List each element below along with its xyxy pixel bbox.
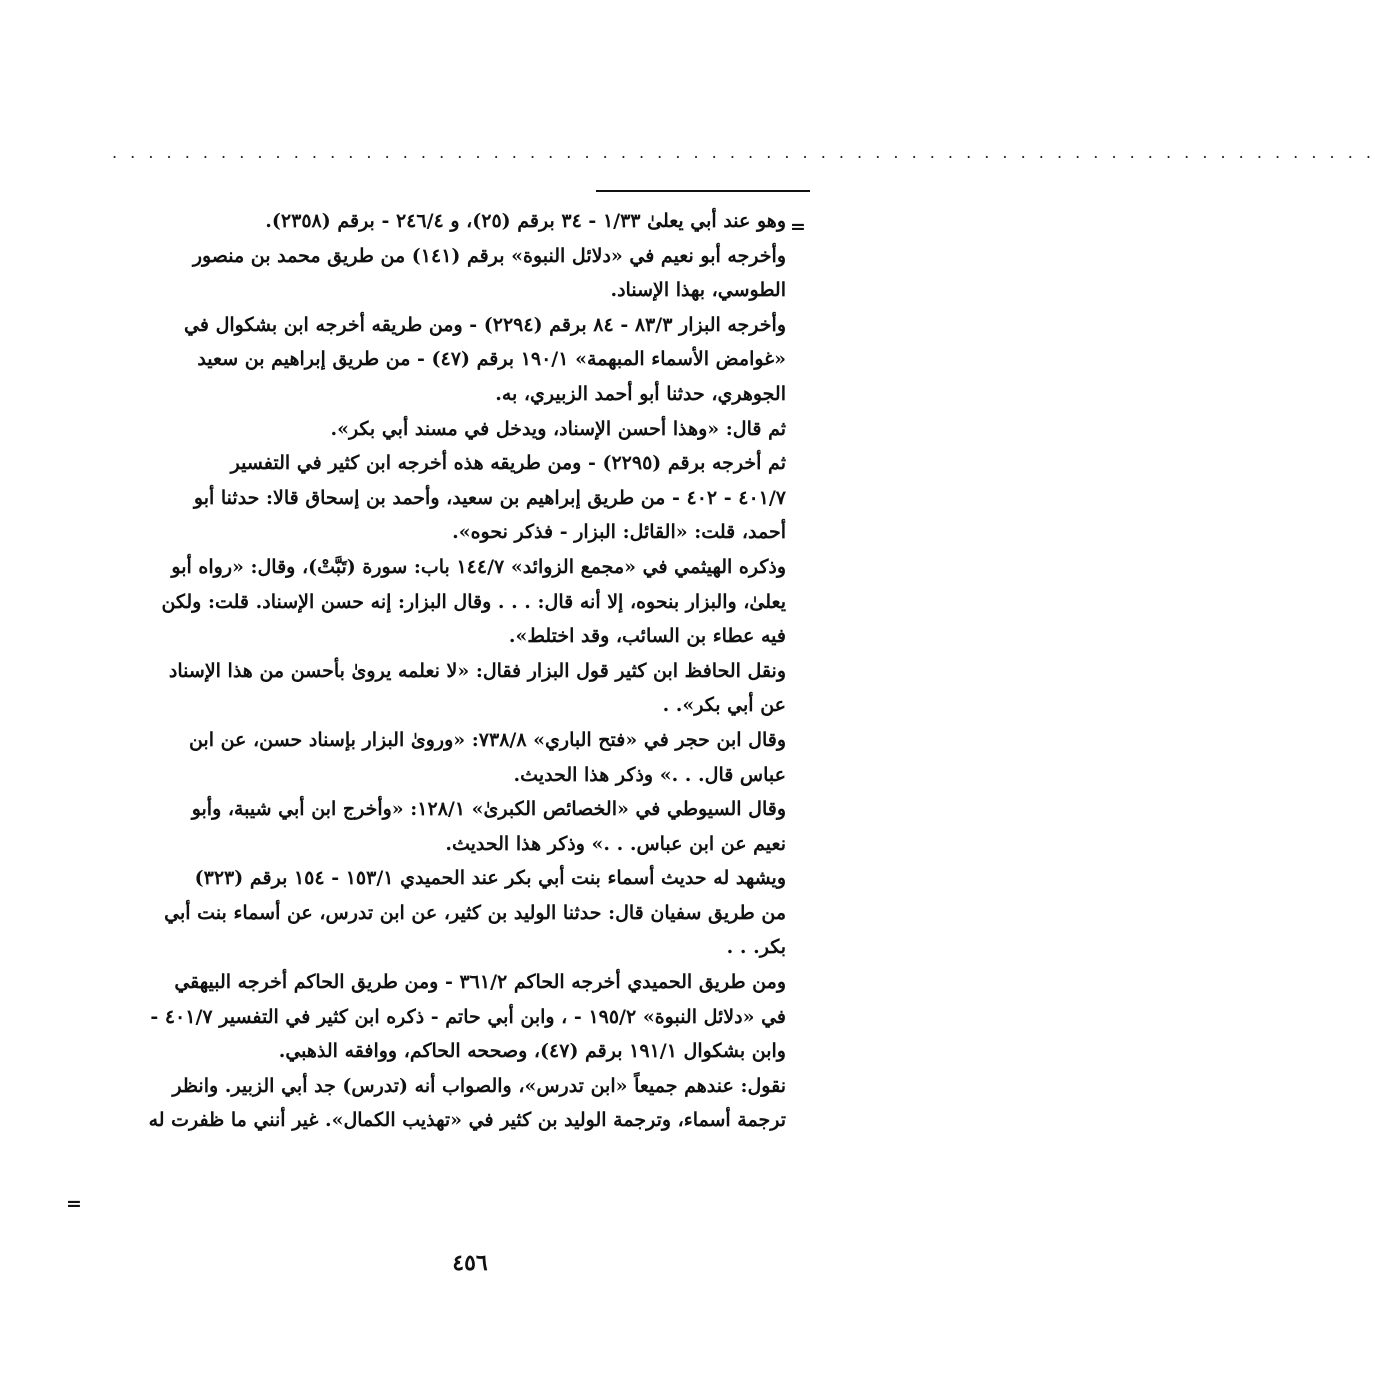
page-number: ٤٥٦: [452, 1250, 488, 1276]
text-line: وقال السيوطي في «الخصائص الكبرىٰ» ١٢٨/١: «وأخرج ابن أبي شيبة، وأبو: [191, 798, 786, 821]
text-line: يعلىٰ، والبزار بنحوه، إلا أنه قال: . . . وقال البزار: إنه حسن الإسناد. قلت: ولكن: [161, 590, 786, 613]
text-line: ومن طريق الحميدي أخرجه الحاكم ٣٦١/٢ - ومن طريق الحاكم أخرجه البيهقي: [174, 971, 786, 994]
text-line: الجوهري، حدثنا أبو أحمد الزبيري، به.: [495, 382, 786, 405]
footnote-body: [92, 204, 786, 1138]
text-line: أحمد، قلت: «القائل: البزار - فذكر نحوه».: [452, 521, 786, 544]
text-line: وقال ابن حجر في «فتح الباري» ٧٣٨/٨: «وروىٰ البزار بإسناد حسن، عن ابن: [188, 728, 786, 751]
text-line: نعيم عن ابن عباس. . .» وذكر هذا الحديث.: [445, 832, 786, 855]
text-line: عباس قال. . .» وذكر هذا الحديث.: [513, 763, 786, 786]
text-line: من طريق سفيان قال: حدثنا الوليد بن كثير، عن ابن تدرس، عن أسماء بنت أبي: [164, 901, 786, 924]
text-line: بكر. . .: [726, 936, 786, 959]
text-line: نقول: عندهم جميعاً «ابن تدرس»، والصواب أنه (تدرس) جد أبي الزبير. وانظر: [172, 1074, 786, 1097]
text-line: وأخرجه البزار ٨٣/٣ - ٨٤ برقم (٢٢٩٤) - ومن طريقه أخرجه ابن بشكوال في: [184, 313, 786, 336]
text-line: ثم أخرجه برقم (٢٢٩٥) - ومن طريقه هذه أخرجه ابن كثير في التفسير: [230, 452, 786, 475]
text-line: في «دلائل النبوة» ١٩٥/٢ - ، وابن أبي حاتم - ذكره ابن كثير في التفسير ٤٠١/٧ -: [150, 1005, 786, 1028]
text-line: وأخرجه أبو نعيم في «دلائل النبوة» برقم (١٤١) من طريق محمد بن منصور: [192, 244, 786, 267]
text-line: ترجمة أسماء، وترجمة الوليد بن كثير في «تهذيب الكمال». غير أنني ما ظفرت له: [148, 1109, 786, 1132]
text-line: فيه عطاء بن السائب، وقد اختلط».: [508, 625, 786, 648]
continuation-mark-top: =: [790, 216, 806, 238]
text-line: الطوسي، بهذا الإسناد.: [610, 279, 786, 302]
text-line: وهو عند أبي يعلىٰ ١/٣٣ - ٣٤ برقم (٢٥)، و ٢٤٦/٤ - برقم (٢٣٥٨).: [265, 210, 786, 232]
text-line: وذكره الهيثمي في «مجمع الزوائد» ١٤٤/٧ باب: سورة (تَبَّتْ)، وقال: «رواه أبو: [171, 555, 786, 578]
text-line: ثم قال: «وهذا أحسن الإسناد، ويدخل في مسند أبي بكر».: [330, 417, 786, 440]
footnote-rule: [596, 190, 810, 192]
text-line: ٤٠١/٧ - ٤٠٢ - من طريق إبراهيم بن سعيد، وأحمد بن إسحاق قالا: حدثنا أبو: [193, 486, 786, 509]
text-line: وابن بشكوال ١٩١/١ برقم (٤٧)، وصححه الحاكم، ووافقه الذهبي.: [278, 1040, 786, 1063]
text-line: ويشهد له حديث أسماء بنت أبي بكر عند الحميدي ١٥٣/١ - ١٥٤ برقم (٣٢٣): [194, 867, 786, 890]
text-line: «غوامض الأسماء المبهمة» ١٩٠/١ برقم (٤٧) - من طريق إبراهيم بن سعيد: [197, 348, 786, 371]
continuation-mark-bottom: =: [66, 1193, 82, 1215]
text-line: ونقل الحافظ ابن كثير قول البزار فقال: «لا نعلمه يروىٰ بأحسن من هذا الإسناد: [168, 659, 786, 682]
text-line: عن أبي بكر». .: [662, 694, 786, 717]
separator-dots: . . . . . . . . . . . . . . . . . . . . . . . . . . . . . . . . . . . . . . . . . . . . . . . . . . . . . . . . . . . . . . . . . . . . . .: [112, 143, 1375, 162]
